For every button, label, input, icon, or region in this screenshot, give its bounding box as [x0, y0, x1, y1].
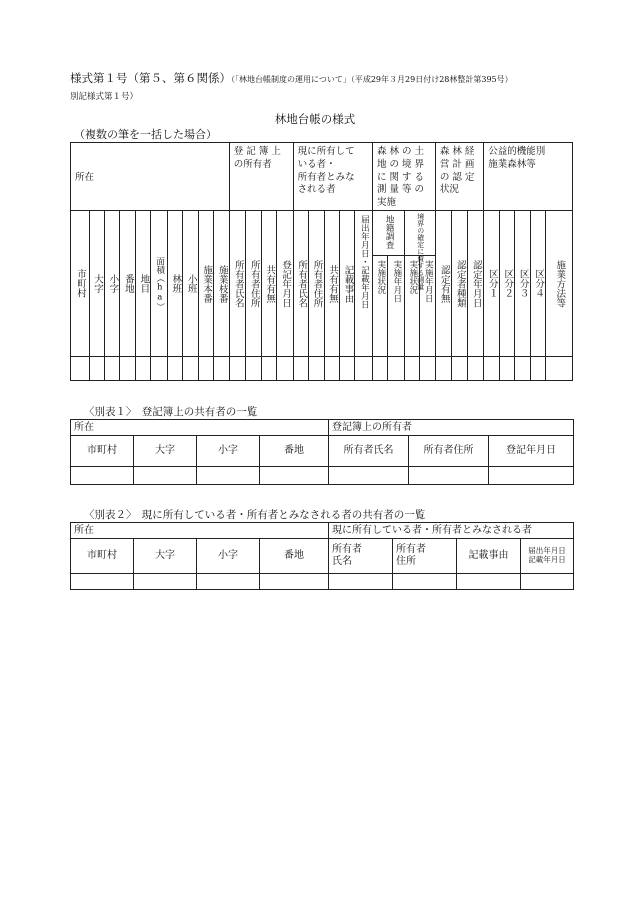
- col-land-category: 地目: [138, 274, 150, 294]
- appendix-label: 別記様式第１号）: [70, 92, 139, 102]
- table2-location-header: 所在: [71, 420, 329, 436]
- col-div2: 区分２: [502, 269, 514, 298]
- registered-co-owner-table: [70, 419, 574, 485]
- table3-col-owner-address: 所有者 住所: [393, 539, 457, 574]
- table3-location-header: 所在: [71, 523, 329, 539]
- table3-col-koaza: 小字: [197, 539, 260, 574]
- table2-col-reg-date: 登記年月日: [489, 436, 574, 466]
- col-reg-owner-address: 所有者住所: [248, 259, 260, 308]
- col-reg-co-owner: 共有有無: [264, 264, 276, 303]
- table2-col-koaza: 小字: [197, 436, 260, 466]
- table3-col-record-date: 記載年月日: [528, 554, 566, 564]
- table2-col-owner-name: 所有者氏名: [329, 436, 409, 466]
- col-bnd-status: 実施状況: [407, 259, 418, 294]
- table2-owner-header: 登記簿上の所有者: [329, 420, 574, 436]
- col-plan-cert: 認定有無: [438, 264, 450, 303]
- col-boundary-survey: 境界の確定に資する測量: [416, 213, 425, 291]
- col-branch-number: 施業枝番: [216, 264, 228, 303]
- col-method: 施業方法等: [554, 259, 566, 308]
- col-cur-owner-address: 所有者住所: [311, 259, 323, 308]
- table2-label: 〈別表１〉 登記簿上の共有者の一覧: [84, 406, 258, 418]
- col-cur-co-owner: 共有有無: [327, 264, 338, 303]
- table-row: [71, 356, 573, 380]
- table3-col-reason: 記載事由: [457, 539, 521, 574]
- col-cur-reason: 記載事由: [342, 264, 354, 303]
- col-plan-type: 認定者種類: [454, 259, 466, 308]
- table3-label: 〈別表２〉 現に所有している者・所有者とみなされる者の共有者の一覧: [84, 509, 426, 521]
- col-subcompartment: 小班: [185, 274, 197, 294]
- group-registered-owner: 登 記 簿 上 の所有者: [229, 143, 293, 211]
- table-row: [71, 466, 574, 484]
- col-oaza: 大字: [91, 274, 103, 294]
- col-div4: 区分４: [533, 269, 545, 298]
- col-cur-owner-name: 所有者氏名: [296, 259, 308, 308]
- page-subtitle: （複数の筆を一括した場合）: [74, 128, 217, 141]
- col-area: 面積（ha）: [154, 256, 165, 311]
- table2-col-lot-number: 番地: [260, 436, 329, 466]
- form-title: 様式第１号（第５、第６関係）: [70, 71, 231, 85]
- group-public-function: 公益的機能別 施業森林等: [484, 143, 573, 211]
- col-cad-status: 実施状況: [375, 259, 386, 294]
- col-cadastral-survey: 地籍調査: [384, 215, 395, 250]
- group-plan: 森 林 経 営 計 画 の 認 定 状況: [435, 143, 483, 211]
- col-forest-compartment: 林班: [170, 274, 182, 294]
- table3-col-notify-date: 届出年月日: [528, 546, 566, 556]
- group-current-owner: 現に所有して いる者・ 所有者とみな される者: [293, 143, 372, 211]
- table3-col-municipality: 市町村: [71, 539, 134, 574]
- table3-col-owner-name: 所有者 氏名: [329, 539, 393, 574]
- forest-register-table: [70, 142, 573, 381]
- table3-col-lot-number: 番地: [260, 539, 329, 574]
- form-heading: [70, 70, 513, 86]
- form-note: （「林地台帳制度の運用について」（平成29年３月29日付け28林整計第395号）: [231, 75, 513, 84]
- col-notify-date: 届出年月日・記載年月日: [359, 215, 370, 309]
- col-lot-number: 番地: [122, 274, 134, 294]
- table2-col-owner-address: 所有者住所: [409, 436, 489, 466]
- col-bnd-date: 実施年月日: [423, 259, 434, 302]
- current-co-owner-table: [70, 522, 574, 590]
- col-reg-owner-name: 所有者氏名: [232, 259, 244, 308]
- col-div3: 区分３: [517, 269, 529, 298]
- table2-col-municipality: 市町村: [71, 436, 134, 466]
- col-div1: 区分１: [486, 269, 498, 298]
- col-reg-date: 登記年月日: [280, 259, 292, 308]
- table2-col-oaza: 大字: [134, 436, 197, 466]
- group-survey: 森 林 の 土 地 の 境 界 に 関 す る 測 量 等 の 実施: [373, 143, 436, 211]
- col-plan-date: 認定年月日: [470, 259, 482, 308]
- group-location: 所在: [71, 143, 230, 211]
- col-municipality: 市町村: [74, 269, 86, 298]
- col-koaza: 小字: [107, 274, 119, 294]
- col-main-number: 施業本番: [201, 264, 213, 303]
- table-row: [71, 573, 574, 589]
- page-title: 林地台帳の様式: [274, 112, 356, 126]
- table3-col-oaza: 大字: [134, 539, 197, 574]
- table3-owner-header: 現に所有している者・所有者とみなされる者: [329, 523, 574, 539]
- table3-col-dates: [521, 539, 574, 574]
- col-cad-date: 実施年月日: [391, 259, 402, 302]
